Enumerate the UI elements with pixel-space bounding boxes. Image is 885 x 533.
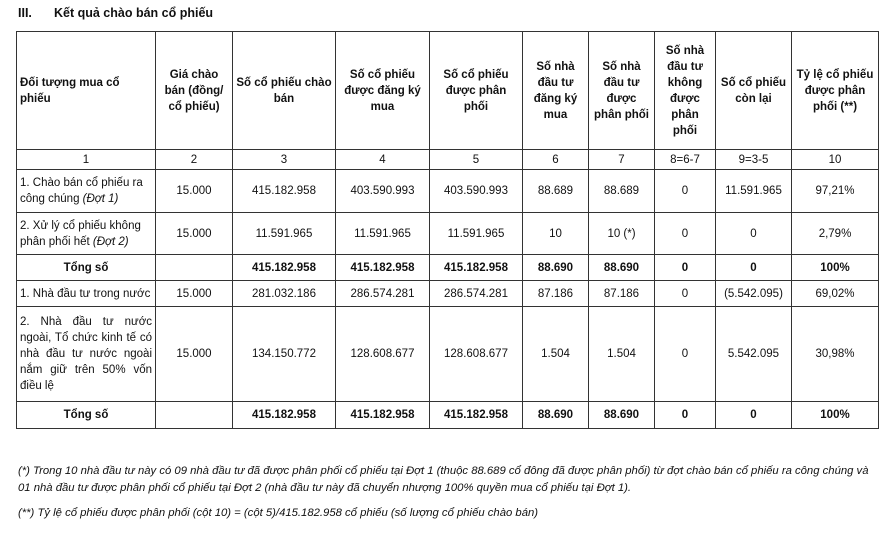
total-row [17,402,879,429]
header-buyer: Đối tượng mua cổ phiếu [17,32,156,150]
distributed-cell: 415.182.958 [430,402,523,429]
row-label: 1. Nhà đầu tư trong nước [17,281,156,307]
table-row [17,307,879,402]
footnote-1: (*) Trong 10 nhà đầu tư này có 09 nhà đầu tư đã được phân phối cổ phiếu tại Đợt 1 (thuộc 88.689 cổ đông đã được phân phối) từ đợt chào bán cổ phiếu ra công chúng và 01 nhà đầu tư được phân phối cổ phiếu tại Đợt 2 (nhà đầu tư này đã chuyển nhượng 100% quyền mua cổ phiếu tại Đợt 1). [18,465,869,494]
offering-results-table [16,31,879,429]
investors-distributed-cell: 88.690 [589,255,655,281]
total-label: Tổng số [17,255,156,281]
investors-registered-cell: 10 [523,213,589,255]
investors-distributed-cell: 88.690 [589,402,655,429]
index-cell: 9=3-5 [716,150,792,170]
ratio-cell: 100% [792,255,879,281]
index-cell: 7 [589,150,655,170]
investors-distributed-cell: 87.186 [589,281,655,307]
section-number: III. [18,6,32,20]
header-remaining: Số cổ phiếu còn lại [716,32,792,150]
price-cell: 15.000 [156,170,233,213]
price-cell [156,255,233,281]
remaining-cell: 0 [716,213,792,255]
investors-distributed-cell: 1.504 [589,307,655,402]
table-row [17,170,879,213]
index-cell: 2 [156,150,233,170]
ratio-cell: 69,02% [792,281,879,307]
index-cell: 8=6-7 [655,150,716,170]
investors-not-distributed-cell: 0 [655,281,716,307]
total-label: Tổng số [17,402,156,429]
investors-not-distributed-cell: 0 [655,213,716,255]
price-cell: 15.000 [156,281,233,307]
ratio-cell: 30,98% [792,307,879,402]
section-title: Kết quả chào bán cổ phiếu [54,6,214,20]
index-cell: 3 [233,150,336,170]
investors-not-distributed-cell: 0 [655,170,716,213]
investors-distributed-cell: 10 (*) [589,213,655,255]
header-price: Giá chào bán (đồng/ cổ phiếu) [156,32,233,150]
index-cell: 5 [430,150,523,170]
offered-cell: 415.182.958 [233,255,336,281]
distributed-cell: 403.590.993 [430,170,523,213]
investors-registered-cell: 87.186 [523,281,589,307]
offered-cell: 134.150.772 [233,307,336,402]
header-investors-registered: Số nhà đầu tư đăng ký mua [523,32,589,150]
footnotes [18,463,878,530]
investors-registered-cell: 1.504 [523,307,589,402]
distributed-cell: 286.574.281 [430,281,523,307]
registered-cell: 11.591.965 [336,213,430,255]
header-distributed: Số cổ phiếu được phân phối [430,32,523,150]
remaining-cell: 11.591.965 [716,170,792,213]
remaining-cell: 0 [716,402,792,429]
footnote-2: (**) Tỷ lệ cổ phiếu được phân phối (cột 10) = (cột 5)/415.182.958 cổ phiếu (số lượng cổ phiếu chào bán) [18,507,539,519]
header-investors-distributed: Số nhà đầu tư được phân phối [589,32,655,150]
header-row [17,32,879,150]
index-cell: 4 [336,150,430,170]
investors-registered-cell: 88.689 [523,170,589,213]
row-label: 2. Nhà đầu tư nước ngoài, Tổ chức kinh tế có nhà đầu tư nước ngoài nắm giữ trên 50% vốn điều lệ [17,307,156,402]
registered-cell: 128.608.677 [336,307,430,402]
investors-not-distributed-cell: 0 [655,307,716,402]
offered-cell: 415.182.958 [233,402,336,429]
section-heading [18,6,213,20]
index-cell: 1 [17,150,156,170]
registered-cell: 415.182.958 [336,402,430,429]
price-cell [156,402,233,429]
remaining-cell: (5.542.095) [716,281,792,307]
remaining-cell: 0 [716,255,792,281]
price-cell: 15.000 [156,213,233,255]
index-row [17,150,879,170]
header-investors-not-distributed: Số nhà đầu tư không được phân phối [655,32,716,150]
offered-cell: 415.182.958 [233,170,336,213]
total-row [17,255,879,281]
registered-cell: 415.182.958 [336,255,430,281]
distributed-cell: 128.608.677 [430,307,523,402]
investors-not-distributed-cell: 0 [655,402,716,429]
remaining-cell: 5.542.095 [716,307,792,402]
ratio-cell: 100% [792,402,879,429]
distributed-cell: 415.182.958 [430,255,523,281]
investors-registered-cell: 88.690 [523,402,589,429]
investors-distributed-cell: 88.689 [589,170,655,213]
index-cell: 10 [792,150,879,170]
header-offered: Số cổ phiếu chào bán [233,32,336,150]
offered-cell: 11.591.965 [233,213,336,255]
header-registered: Số cổ phiếu được đăng ký mua [336,32,430,150]
table-row [17,281,879,307]
distributed-cell: 11.591.965 [430,213,523,255]
registered-cell: 286.574.281 [336,281,430,307]
table-row [17,213,879,255]
ratio-cell: 2,79% [792,213,879,255]
header-ratio: Tỷ lệ cổ phiếu được phân phối (**) [792,32,879,150]
registered-cell: 403.590.993 [336,170,430,213]
row-label: 2. Xử lý cổ phiếu không phân phối hết (Đợt 2) [17,213,156,255]
price-cell: 15.000 [156,307,233,402]
investors-not-distributed-cell: 0 [655,255,716,281]
offered-cell: 281.032.186 [233,281,336,307]
investors-registered-cell: 88.690 [523,255,589,281]
ratio-cell: 97,21% [792,170,879,213]
row-label: 1. Chào bán cổ phiếu ra công chúng (Đợt 1) [17,170,156,213]
index-cell: 6 [523,150,589,170]
